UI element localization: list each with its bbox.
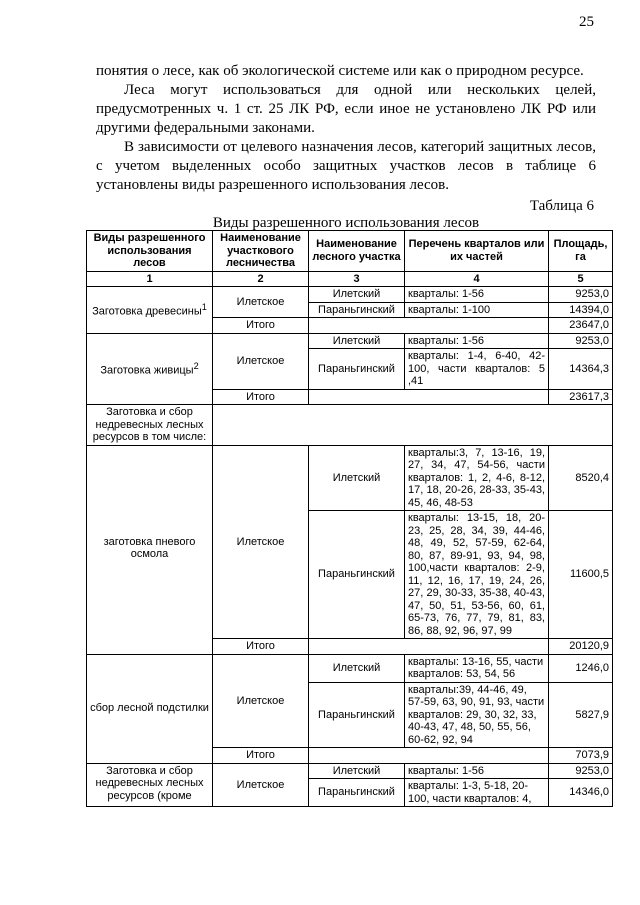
header-area: Площадь, га: [549, 231, 613, 272]
kvartaly-cell: кварталы: 1-3, 5-18, 20-100, части кварталов: 4,: [405, 779, 549, 807]
lesnichestvo-cell: Илетское: [213, 333, 309, 389]
uchastok-cell: Параньгинский: [309, 302, 405, 318]
total-label: Итого: [213, 318, 309, 334]
kvartaly-cell: кварталы: 13-15, 18, 20-23, 25, 28, 34, 39, 44-46, 48, 49, 52, 57-59, 62-64, 80, 87, 89-91, 93, 94, 98, 100,части кварталов: 2-9, 11, 12, 16, 17, 19, 24, 26, 27, 29, 30-33, 35-38, 40-43, 47, 50, 51, 53-56, 60, 61, 65-73, 76, 77, 79, 81, 83, 86, 88, 92, 96, 97, 99: [405, 511, 549, 639]
table-title: Виды разрешенного использования лесов: [212, 215, 480, 231]
header-uchastok: Наименование лесного участка: [309, 231, 405, 272]
total-area: 7073,9: [549, 748, 613, 764]
footnote-mark: 2: [193, 361, 199, 372]
header-lesnichestvo: Наименование участкового лесничества: [213, 231, 309, 272]
header-use-type: Виды разрешенного использования лесов: [87, 231, 213, 272]
area-cell: 11600,5: [549, 511, 613, 639]
table-row: [87, 405, 613, 446]
lesnichestvo-cell: Илетское: [213, 654, 309, 748]
col-number: 2: [213, 271, 309, 287]
kvartaly-cell: кварталы:3, 7, 13-16, 19, 27, 34, 47, 54-56, части кварталов: 1, 2, 4-6, 8-12, 17, 18, 20-26, 28-33, 35-43, 45, 46, 48-53: [405, 445, 549, 511]
area-cell: 14346,0: [549, 779, 613, 807]
uchastok-cell: Параньгинский: [309, 682, 405, 748]
forest-use-table: [86, 230, 613, 807]
use-type-cell: сбор лесной подстилки: [87, 654, 213, 763]
uchastok-cell: Илетский: [309, 333, 405, 349]
use-type-cell: заготовка пневого осмола: [87, 445, 213, 654]
total-label: Итого: [213, 748, 309, 764]
uchastok-cell: Илетский: [309, 763, 405, 779]
use-type-label: Заготовка древесины: [92, 305, 202, 318]
col-number: 4: [405, 271, 549, 287]
col-number: 3: [309, 271, 405, 287]
table-row: [87, 287, 613, 303]
use-type-cell: [87, 333, 213, 405]
kvartaly-cell: кварталы: 1-100: [405, 302, 549, 318]
area-cell: 8520,4: [549, 445, 613, 511]
kvartaly-cell: кварталы: 1-56: [405, 763, 549, 779]
table-header-row: [87, 231, 613, 272]
table-row: [87, 333, 613, 349]
uchastok-cell: Илетский: [309, 445, 405, 511]
table-row: [87, 763, 613, 779]
lesnichestvo-cell: Илетское: [213, 445, 309, 639]
table-row: [87, 445, 613, 511]
kvartaly-cell: кварталы:39, 44-46, 49, 57-59, 63, 90, 91, 93, части кварталов: 29, 30, 32, 33, 40-43, 47, 48, 50, 55, 56, 60-62, 92, 94: [405, 682, 549, 748]
area-cell: 1246,0: [549, 654, 613, 682]
kvartaly-cell: кварталы: 1-56: [405, 333, 549, 349]
area-cell: 9253,0: [549, 287, 613, 303]
empty-cell: [309, 748, 549, 764]
kvartaly-cell: кварталы: 1-4, 6-40, 42-100, части кварталов: 5 ,41: [405, 349, 549, 390]
kvartaly-cell: кварталы: 13-16, 55, части кварталов: 53, 54, 56: [405, 654, 549, 682]
empty-cell: [213, 405, 613, 446]
area-cell: 5827,9: [549, 682, 613, 748]
footnote-mark: 1: [201, 302, 207, 313]
uchastok-cell: Илетский: [309, 287, 405, 303]
table-label: Таблица 6: [529, 198, 594, 214]
area-cell: 14394,0: [549, 302, 613, 318]
empty-cell: [309, 639, 549, 655]
use-type-cell: Заготовка и сбор недревесных лесных ресурсов (кроме: [87, 763, 213, 807]
use-type-label: Заготовка живицы: [100, 364, 194, 377]
paragraph-2: Леса могут использоваться для одной или нескольких целей, предусмотренных ч. 1 ст. 25 ЛК РФ, если иное не установлено ЛК РФ или другими федеральными законами.: [96, 82, 596, 136]
column-number-row: [87, 271, 613, 287]
total-area: 20120,9: [549, 639, 613, 655]
empty-cell: [309, 318, 549, 334]
area-cell: 14364,3: [549, 349, 613, 390]
uchastok-cell: Параньгинский: [309, 349, 405, 390]
header-kvartaly: Перечень кварталов или их частей: [405, 231, 549, 272]
table-row: [87, 654, 613, 682]
col-number: 1: [87, 271, 213, 287]
uchastok-cell: Параньгинский: [309, 779, 405, 807]
area-cell: 9253,0: [549, 763, 613, 779]
body-text: [96, 62, 596, 195]
use-type-cell: Заготовка и сбор недревесных лесных ресурсов в том числе:: [87, 405, 213, 446]
lesnichestvo-cell: Илетское: [213, 287, 309, 318]
total-label: Итого: [213, 639, 309, 655]
uchastok-cell: Параньгинский: [309, 511, 405, 639]
total-label: Итого: [213, 389, 309, 405]
area-cell: 9253,0: [549, 333, 613, 349]
paragraph-1: понятия о лесе, как об экологической системе или как о природном ресурсе.: [96, 63, 584, 79]
uchastok-cell: Илетский: [309, 654, 405, 682]
empty-cell: [309, 389, 549, 405]
total-area: 23647,0: [549, 318, 613, 334]
kvartaly-cell: кварталы: 1-56: [405, 287, 549, 303]
use-type-cell: [87, 287, 213, 334]
total-area: 23617,3: [549, 389, 613, 405]
page-number: 25: [579, 14, 594, 30]
paragraph-3: В зависимости от целевого назначения лесов, категорий защитных лесов, с учетом выделенных особо защитных участков лесов в таблице 6 установлены виды разрешенного использования лесов.: [96, 139, 596, 193]
lesnichestvo-cell: Илетское: [213, 763, 309, 807]
col-number: 5: [549, 271, 613, 287]
